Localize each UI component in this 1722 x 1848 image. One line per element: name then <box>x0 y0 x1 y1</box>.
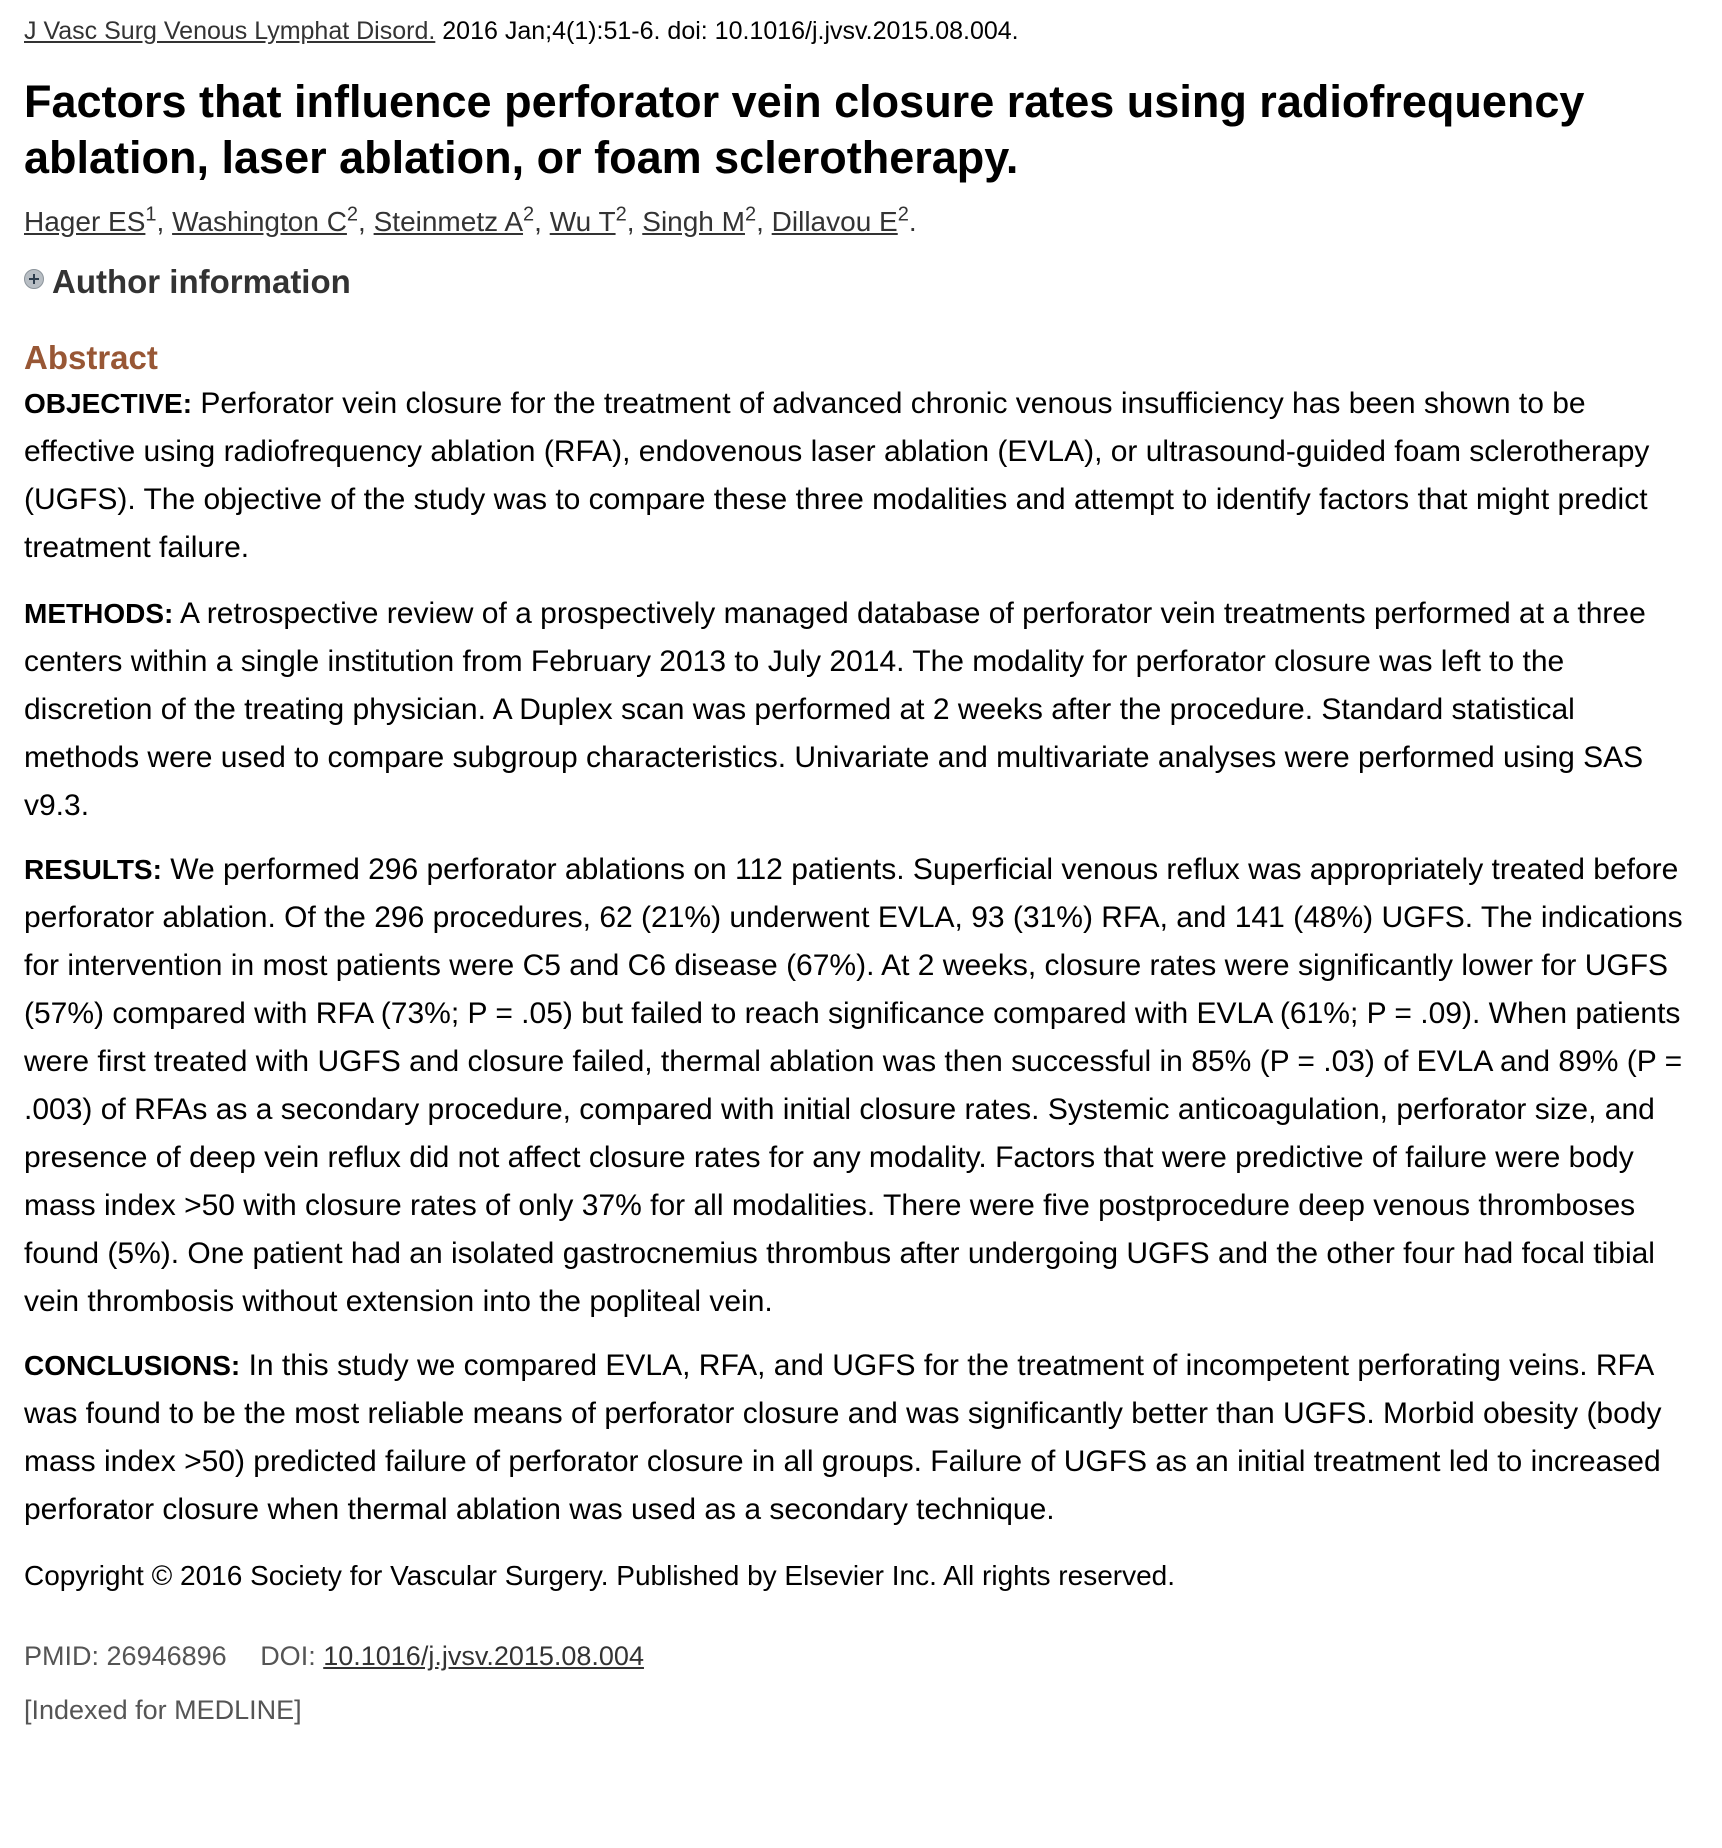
citation-line <box>24 14 1698 48</box>
author-affiliation: 1 <box>145 203 157 226</box>
conclusions-label: CONCLUSIONS: <box>24 1350 241 1381</box>
doi-link[interactable]: 10.1016/j.jvsv.2015.08.004 <box>323 1641 644 1671</box>
identifiers-line <box>24 1636 1698 1676</box>
pmid-label: PMID: <box>24 1641 100 1671</box>
copyright-notice: Copyright © 2016 Society for Vascular Surgery. Published by Elsevier Inc. All rights reserved. <box>24 1560 1176 1591</box>
objective-section <box>24 380 1698 572</box>
objective-label: OBJECTIVE: <box>24 388 193 419</box>
article-title: Factors that influence perforator vein closure rates using radiofrequency ablation, laser ablation, or foam sclerotherapy. <box>24 76 1585 183</box>
results-label: RESULTS: <box>24 854 162 885</box>
objective-text: Perforator vein closure for the treatment of advanced chronic venous insufficiency has been shown to be effective using radiofrequency ablation (RFA), endovenous laser ablation (EVLA), or ultrasound-guided foam sclerotherapy (UGFS). The objective of the study was to compare these three modalities and attempt to identify factors that might predict treatment failure. <box>24 387 1650 564</box>
expand-plus-icon[interactable] <box>24 269 44 289</box>
author-link[interactable]: Singh M <box>642 206 745 237</box>
author-link[interactable]: Dillavou E <box>771 206 898 237</box>
author-information-label: Author information <box>52 263 351 300</box>
author-affiliation: 2 <box>897 203 909 226</box>
author-list: Hager $ES^1$, Washington $C^2$, Steinmetz $A^2$, Wu $T^2$, Singh $M^2$, Dillavou $E^2$. <box>24 203 917 237</box>
journal-link[interactable]: J Vasc Surg Venous Lymphat Disord. <box>24 17 436 45</box>
author-link[interactable]: Steinmetz A <box>373 206 524 237</box>
results-section <box>24 846 1698 1326</box>
author-link[interactable]: Wu T <box>549 206 616 237</box>
author-affiliation: 2 <box>615 203 627 226</box>
methods-label: METHODS: <box>24 598 174 629</box>
author-information-toggle[interactable] <box>24 260 1698 304</box>
citation-details: 2016 Jan;4(1):51-6. doi: 10.1016/j.jvsv.2015.08.004. <box>435 17 1019 45</box>
conclusions-section <box>24 1342 1698 1534</box>
author-affiliation: 2 <box>346 203 359 226</box>
author-affiliation: 2 <box>523 203 535 226</box>
conclusions-text: In this study we compared EVLA, RFA, and UGFS for the treatment of incompetent perforating veins. RFA was found to be the most reliable means of perforator closure and was significantly better than UGFS. Morbid obesity (body mass index >50) predicted failure of perforator closure in all groups. Failure of UGFS as an initial treatment led to increased perforator closure when thermal ablation was used as a secondary technique. <box>24 1349 1662 1526</box>
results-text: We performed 296 perforator ablations on 112 patients. Superficial venous reflux was appropriately treated before perforator ablation. Of the 296 procedures, 62 (21%) underwent EVLA, 93 (31%) RFA, and 141 (48%) UGFS. The indications for intervention in most patients were C5 and C6 disease (67%). At 2 weeks, closure rates were significantly lower for UGFS (57%) compared with RFA (73%; P = .05) but failed to reach significance compared with EVLA (61%; P = .09). When patients were first treated with UGFS and closure failed, thermal ablation was then successful in 85% (P = .03) of EVLA and 89% (P = .003) of RFAs as a secondary procedure, compared with initial closure rates. Systemic anticoagulation, perforator size, and presence of deep vein reflux did not affect closure rates for any modality. Factors that were predictive of failure were body mass index >50 with closure rates of only 37% for all modalities. There were five postprocedure deep venous thromboses found (5%). One patient had an isolated gastrocnemius thrombus after undergoing UGFS and the other four had focal tibial vein thrombosis without extension into the popliteal vein. <box>24 853 1683 1318</box>
pmid-value: 26946896 <box>106 1641 227 1671</box>
abstract-heading: Abstract <box>24 339 158 376</box>
author-link[interactable]: Washington C <box>172 206 347 237</box>
doi-label: DOI: <box>260 1641 316 1671</box>
author-link[interactable]: Hager ES <box>24 206 146 237</box>
methods-text: A retrospective review of a prospectively managed database of perforator vein treatments performed at a three centers within a single institution from February 2013 to July 2014. The modality for perforator closure was left to the discretion of the treating physician. A Duplex scan was performed at 2 weeks after the procedure. Standard statistical methods were used to compare subgroup characteristics. Univariate and multivariate analyses were performed using SAS v9.3. <box>24 597 1646 822</box>
author-affiliation: 2 <box>744 203 757 226</box>
methods-section <box>24 590 1698 830</box>
medline-indexed-note: [Indexed for MEDLINE] <box>24 1695 302 1725</box>
